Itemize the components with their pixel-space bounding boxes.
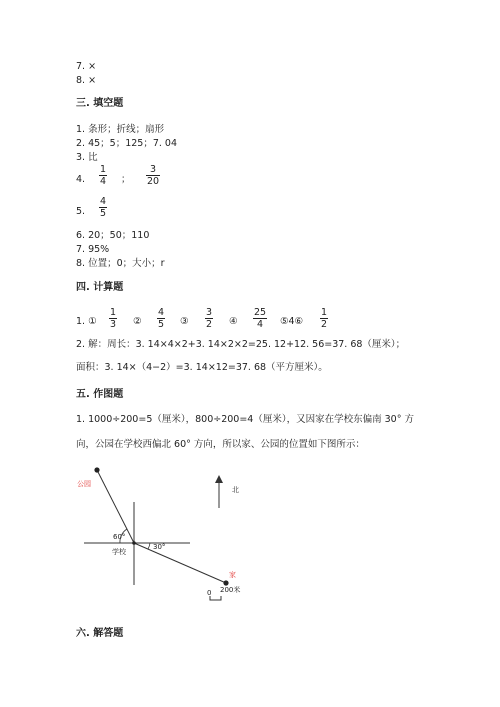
answer-8: 8. ×	[76, 75, 97, 86]
s5-paragraph-line-2: 向，公园在学校西偏北 60° 方向，所以家、公园的位置如下图所示：	[76, 439, 365, 450]
fraction-numerator: 3	[206, 307, 213, 318]
section-6-heading: 六. 解答题	[76, 628, 124, 639]
fraction-denominator: 5	[100, 208, 107, 219]
s3-line-2: 2. 45；5；125；7. 04	[76, 138, 178, 149]
s4-marker-5-6: ⑤4⑥	[280, 316, 304, 327]
s3-line-5-prefix: 5.	[76, 206, 86, 217]
school-label: 学校	[112, 548, 126, 556]
s4-line-3: 面积：3. 14×（4−2）=3. 14×12=37. 68（平方厘米）。	[76, 362, 328, 373]
north-label: 北	[232, 486, 239, 494]
fraction-numerator: 25	[254, 307, 267, 318]
school-to-home-line	[134, 543, 226, 583]
s5-paragraph-line-1: 1. 1000÷200=5（厘米），800÷200=4（厘米），又因家在学校东偏南 30° 方	[76, 414, 414, 425]
angle-60-label: 60°	[113, 533, 126, 541]
s3-line-4-separator: ；	[121, 174, 131, 185]
school-point	[132, 541, 136, 545]
section-4-heading: 四. 计算题	[76, 282, 124, 293]
fraction-numerator: 3	[150, 164, 157, 175]
fraction-denominator: 20	[147, 176, 160, 187]
fraction-numerator: 1	[100, 164, 107, 175]
section-3-heading: 三. 填空题	[76, 98, 124, 109]
scale-bar	[210, 596, 221, 600]
fraction-denominator: 2	[321, 319, 328, 330]
s3-line-3: 3. 比	[76, 152, 98, 163]
park-label: 公园	[77, 480, 91, 488]
fraction-numerator: 1	[110, 307, 117, 318]
fraction-numerator: 4	[100, 196, 107, 207]
s4-line-2: 2. 解：周长：3. 14×4×2+3. 14×2×2=25. 12+12. 56=37. 68（厘米）；	[76, 339, 406, 350]
s3-line-4-prefix: 4.	[76, 174, 86, 185]
s3-line-1: 1. 条形；折线；扇形	[76, 124, 165, 135]
fraction-numerator: 4	[158, 307, 165, 318]
s4-line-1-prefix: 1. ①	[76, 316, 97, 327]
s3-line-6: 6. 20；50；110	[76, 230, 150, 241]
fraction-denominator: 2	[206, 319, 213, 330]
s3-line-8: 8. 位置；0；大小；r	[76, 258, 165, 269]
fraction-denominator: 3	[110, 319, 117, 330]
answer-7: 7. ×	[76, 61, 97, 72]
s4-marker-2: ②	[133, 316, 142, 327]
s3-line-7: 7. 95%	[76, 244, 110, 255]
angle-30-label: 30°	[153, 543, 166, 551]
s4-marker-3: ③	[180, 316, 189, 327]
fraction-denominator: 4	[257, 319, 264, 330]
fraction-denominator: 4	[100, 176, 107, 187]
s4-marker-4: ④	[229, 316, 238, 327]
fraction-numerator: 1	[321, 307, 328, 318]
home-label: 家	[229, 571, 236, 579]
scale-zero-label: 0	[207, 589, 212, 597]
park-point	[94, 467, 99, 472]
angle-arc-30	[148, 543, 150, 549]
fraction-denominator: 5	[158, 319, 165, 330]
section-5-heading: 五. 作图题	[76, 389, 124, 400]
scale-unit-label: 200米	[220, 586, 241, 594]
